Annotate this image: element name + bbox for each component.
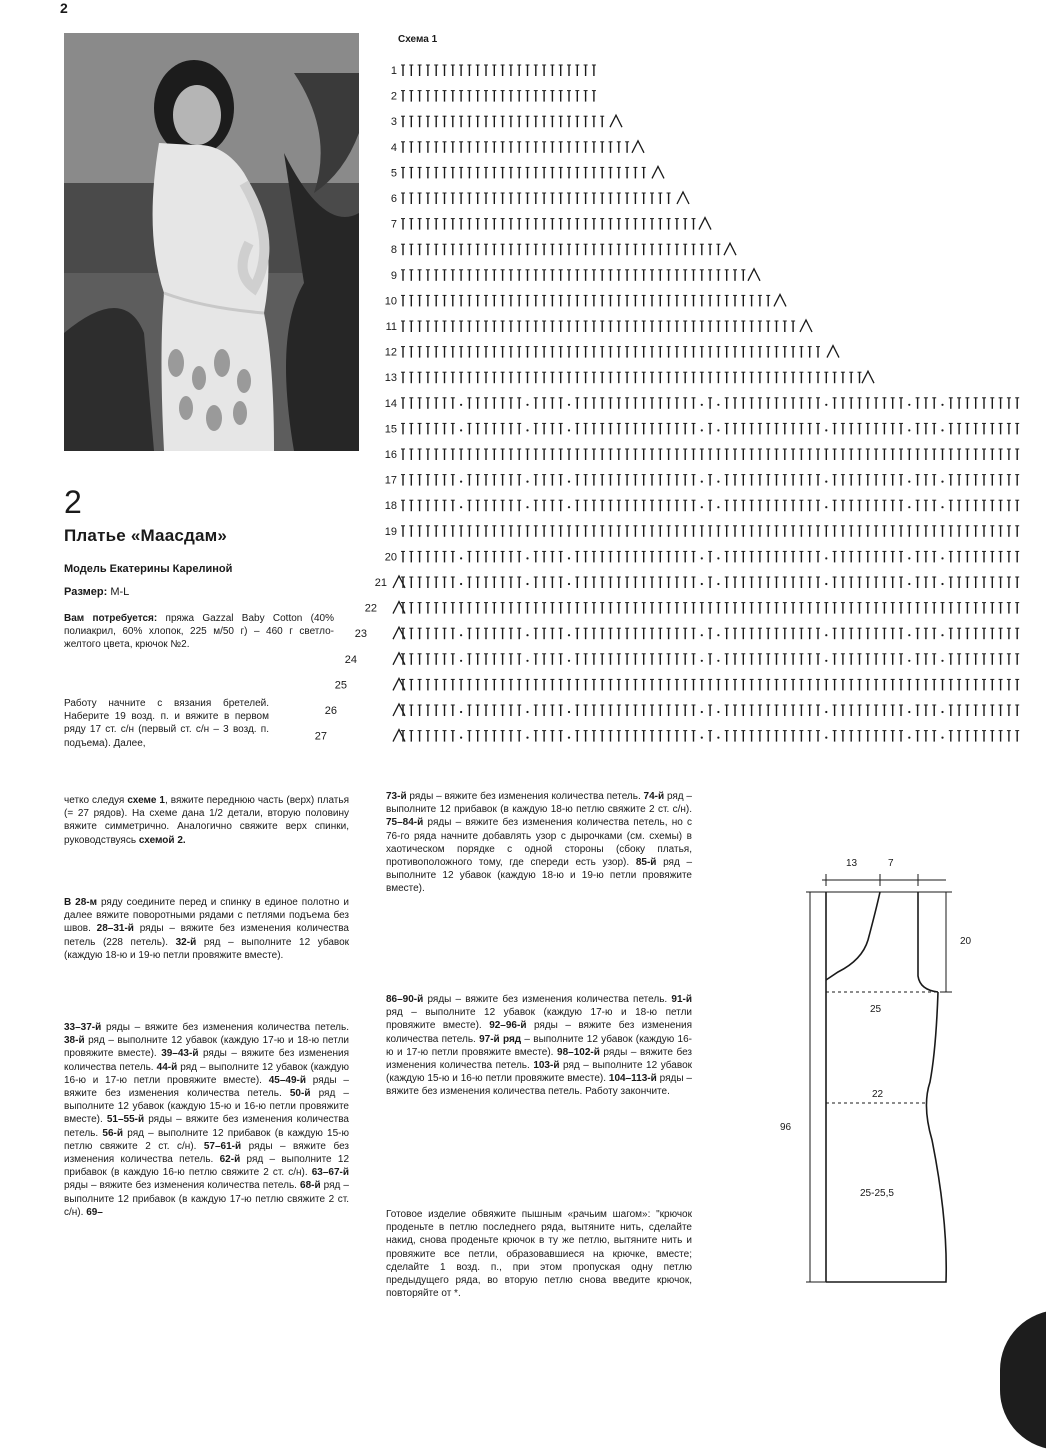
- chart-chain-dot: [526, 429, 528, 431]
- chart-chain-dot: [701, 737, 703, 739]
- edging-paragraph: Готовое изделие обвяжите пышным «рачьим шагом»: "крючок проденьте в петлю последнего ряда, вытяните нить, сделайте накид, снова проденьте крючок в ту же петлю, вытяните нить и провяжите все петли, образовавшиеся на крючке, вместе; сделайте 1 возд. п., при этом пропуская одну петлю предыдущего ряда, во вторую петлю снова введите крючок, повторяйте от *.: [386, 1209, 692, 1300]
- chart-chain-dot: [941, 429, 943, 431]
- chart-chain-dot: [908, 506, 910, 508]
- row-number: 56-й: [102, 1127, 124, 1139]
- chart-chain-dot: [460, 737, 462, 739]
- size-line: [64, 586, 129, 598]
- chart-chain-dot: [941, 737, 943, 739]
- row-text: ряды – вяжите без изменения количества петель.: [386, 1020, 692, 1045]
- chart-chain-dot: [701, 481, 703, 483]
- chart-decrease-mark: [748, 269, 760, 281]
- row-text: ряд – выполните 12 убавок (каждую 15-ю и 16-ю петли провяжите вместе).: [64, 1088, 349, 1126]
- row-text: ряды – вяжите без изменения количества петель.: [64, 1114, 349, 1139]
- chart-chain-dot: [568, 404, 570, 406]
- chart-chain-dot: [717, 557, 719, 559]
- chart-chain-dot: [941, 404, 943, 406]
- chart-chain-dot: [460, 711, 462, 713]
- row-text: ряд – выполните 12 прибавок (в каждую 16-ю петлю свяжите 2 ст. с/н).: [64, 1154, 350, 1179]
- chart-decrease-mark: [677, 192, 689, 204]
- chart-chain-dot: [460, 429, 462, 431]
- scheme1-reference: схеме 1: [127, 795, 165, 806]
- row-text: ряд – выполните 12 убавок (каждую 15-ю и 16-ю петли провяжите вместе).: [386, 1060, 692, 1085]
- chart-chain-dot: [941, 557, 943, 559]
- rows-33-69-paragraph: [64, 1021, 349, 1219]
- chart-row-label: 5: [390, 167, 397, 180]
- chart-chain-dot: [908, 711, 910, 713]
- row-text: ряды – вяжите без изменения количества петель.: [386, 1046, 692, 1072]
- pattern-label-length: 96: [780, 1122, 792, 1133]
- row-number: 57–61-й: [203, 1140, 242, 1152]
- pattern-label-hip: 25-25,5: [860, 1188, 894, 1199]
- chart-chain-dot: [526, 583, 528, 585]
- scheme-title: Схема 1: [398, 34, 438, 45]
- intro-continuation: [64, 794, 349, 847]
- chart-row-label: 6: [390, 193, 397, 205]
- intro-cont-a: четко следуя: [64, 795, 125, 806]
- chart-decrease-mark: [862, 371, 874, 383]
- chart-row-label: 4: [390, 141, 397, 154]
- row-text: ряды – вяжите без изменения количества петель. Работу закончите.: [386, 1073, 692, 1098]
- chart-chain-dot: [568, 711, 570, 713]
- chart-row-label: 17: [384, 474, 397, 487]
- row-number: 33–37-й: [64, 1022, 102, 1033]
- chart-chain-dot: [908, 660, 910, 662]
- chart-chain-dot: [526, 404, 528, 406]
- materials-label: Вам потребуется:: [64, 613, 158, 624]
- chart-row-label: 26: [324, 705, 337, 717]
- chart-row-label: 7: [390, 218, 397, 231]
- row-number: 45–49-й: [268, 1074, 307, 1086]
- chart-row-label: 2: [390, 90, 397, 103]
- chart-chain-dot: [825, 737, 827, 739]
- chart-decrease-mark: [774, 294, 786, 306]
- row-number: 51–55-й: [106, 1114, 145, 1126]
- row-text: ряды – вяжите без изменения количества петель.: [64, 1074, 349, 1100]
- intro-cont-c: , вяжите переднюю часть (верх) платья (= 27 рядов). На схеме дана 1/2 детали, вторую половину вяжите симметрично. Аналогично свяжите верх спинки, руководствуясь: [64, 795, 349, 846]
- chart-row-label: 12: [384, 346, 397, 359]
- rows-73-85-paragraph: [386, 790, 692, 896]
- chart-chain-dot: [825, 429, 827, 431]
- chart-decrease-mark: [610, 115, 622, 127]
- size-value: M-L: [110, 586, 130, 598]
- materials-text: пряжа Gazzal Baby Cotton (40% полиакрил, 60% хлопок, 225 м/50 г) – 460 г светло-желтого цвета, крючок №2.: [64, 613, 334, 651]
- chart-row-label: 21: [374, 577, 387, 589]
- chart-chain-dot: [568, 660, 570, 662]
- chart-chain-dot: [941, 634, 943, 636]
- chart-chain-dot: [460, 634, 462, 636]
- chart-chain-dot: [908, 557, 910, 559]
- row-text: ряд – выполните 12 прибавок (в каждую 15-ю петлю свяжите 2 ст. с/н).: [64, 1127, 350, 1152]
- row-text: – выполните 12 убавок (каждую 16-ю и 17-ю петли провяжите вместе).: [386, 1033, 692, 1058]
- chart-chain-dot: [460, 583, 462, 585]
- pattern-label-top-b: 7: [888, 858, 894, 869]
- scheme2-reference: схемой 2.: [138, 834, 186, 846]
- row-number: 50-й: [289, 1088, 311, 1100]
- chart-row-label: 9: [390, 269, 397, 282]
- row-number: 85-й: [635, 857, 657, 869]
- chart-chain-dot: [717, 660, 719, 662]
- chart-row-label: 22: [364, 602, 377, 615]
- pattern-label-waist: 22: [872, 1089, 884, 1100]
- chart-chain-dot: [717, 506, 719, 508]
- chart-chain-dot: [941, 481, 943, 483]
- intro-paragraph: Работу начните с вязания бретелей. Наберите 19 возд. п. и вяжите в первом ряду 17 ст. с/н (первый ст. с/н – 3 возд. п. подъема). Далее,: [64, 698, 269, 749]
- row-text: ряду соедините перед и спинку в единое полотно и далее вяжите поворотными рядами с петлями подъема без швов.: [64, 897, 350, 935]
- chart-chain-dot: [717, 404, 719, 406]
- chart-row-label: 13: [384, 372, 397, 385]
- row-number: 38-й: [64, 1035, 85, 1047]
- row-number: 68-й: [300, 1180, 321, 1192]
- row-number: 92–96-й: [489, 1020, 527, 1032]
- row28-paragraph: [64, 896, 349, 962]
- chart-row-label: 15: [384, 423, 397, 436]
- row-number: 69–: [86, 1206, 103, 1218]
- row-text: ряд – выполните 12 убавок (каждую 16-ю и 17-ю петли провяжите вместе).: [64, 1061, 349, 1086]
- row-number: 73-й: [386, 791, 407, 802]
- size-label: Размер:: [64, 586, 108, 598]
- chart-chain-dot: [568, 506, 570, 508]
- chart-chain-dot: [460, 557, 462, 559]
- page-number: 2: [60, 0, 68, 16]
- chart-chain-dot: [526, 711, 528, 713]
- row-text: ряд – выполните 12 убавок (каждую 18-ю и 19-ю петли провяжите вместе).: [64, 936, 350, 961]
- row-number: 74-й: [643, 791, 665, 802]
- dress-pattern-diagram: [780, 850, 1046, 1340]
- row-text: ряд – выполните 12 убавок (каждую 17-ю и 18-ю петли провяжите вместе).: [64, 1035, 349, 1060]
- chart-chain-dot: [941, 711, 943, 713]
- chart-chain-dot: [701, 634, 703, 636]
- chart-chain-dot: [701, 583, 703, 585]
- chart-chain-dot: [526, 557, 528, 559]
- chart-chain-dot: [568, 481, 570, 483]
- pattern-shoulder-strap: [918, 892, 938, 992]
- chart-chain-dot: [825, 506, 827, 508]
- article-title: Платье «Маасдам»: [64, 526, 228, 545]
- row-number: 104–113-й: [608, 1073, 657, 1085]
- chart-chain-dot: [908, 583, 910, 585]
- rows-86-113-paragraph: [386, 993, 692, 1099]
- chart-chain-dot: [825, 404, 827, 406]
- row-number: 44-й: [156, 1061, 178, 1073]
- chart-decrease-mark: [652, 166, 664, 178]
- chart-chain-dot: [701, 506, 703, 508]
- chart-row-label: 8: [390, 244, 397, 257]
- chart-chain-dot: [908, 481, 910, 483]
- chart-chain-dot: [825, 660, 827, 662]
- chart-chain-dot: [526, 634, 528, 636]
- chart-row-label: 27: [314, 730, 327, 743]
- row-text: ряды – вяжите без изменения количества петель, но с 76-го ряда начните добавлять узор с дырочками (см. схемы) в хаотическом порядке с одной стороны (сбоку платья, противоположного тому, где спереди есть узор).: [386, 817, 692, 869]
- chart-row-label: 11: [385, 321, 397, 333]
- chart-chain-dot: [717, 737, 719, 739]
- row-number: 39–43-й: [161, 1048, 199, 1060]
- chart-chain-dot: [460, 660, 462, 662]
- chart-chain-dot: [941, 583, 943, 585]
- chart-chain-dot: [908, 634, 910, 636]
- pattern-side-seam: [826, 992, 946, 1282]
- row-text: ряд – выполните 12 прибавок (в каждую 17-ю петлю свяжите 2 ст. с/н).: [64, 1180, 349, 1218]
- chart-row-label: 20: [384, 551, 397, 564]
- row-number: 63–67-й: [311, 1167, 349, 1179]
- chart-chain-dot: [568, 583, 570, 585]
- chart-row-label: 3: [390, 116, 397, 129]
- row-text: ряды – вяжите без изменения количества петель.: [406, 791, 644, 802]
- chart-row-label: 14: [384, 397, 397, 410]
- chart-decrease-mark: [827, 346, 839, 358]
- chart-decrease-mark: [632, 141, 644, 153]
- chart-chain-dot: [717, 583, 719, 585]
- row-number: 75–84-й: [386, 817, 424, 829]
- section-number: 2: [64, 484, 82, 520]
- chart-decrease-mark: [800, 320, 812, 332]
- row-text: ряды – вяжите без изменения количества петель.: [64, 1048, 349, 1073]
- chart-chain-dot: [568, 429, 570, 431]
- chart-chain-dot: [941, 506, 943, 508]
- chart-chain-dot: [908, 404, 910, 406]
- chart-chain-dot: [701, 557, 703, 559]
- row-text: ряды – вяжите без изменения количества петель.: [101, 1022, 349, 1033]
- chart-decrease-mark: [724, 243, 736, 255]
- chart-chain-dot: [701, 429, 703, 431]
- chart-chain-dot: [825, 481, 827, 483]
- row-number: 62-й: [219, 1154, 241, 1166]
- chart-chain-dot: [701, 404, 703, 406]
- pattern-label-top-a: 13: [846, 858, 858, 869]
- chart-chain-dot: [568, 737, 570, 739]
- row-text: ряды – вяжите без изменения количества петель.: [64, 1180, 301, 1192]
- chart-chain-dot: [908, 429, 910, 431]
- crochet-chart-scheme1: [280, 50, 1046, 770]
- row-text: ряды – вяжите без изменения количества петель (228 петель).: [64, 923, 349, 948]
- pattern-neckline: [826, 892, 880, 980]
- row-number: 32-й: [175, 936, 197, 948]
- chart-chain-dot: [526, 660, 528, 662]
- chart-chain-dot: [701, 711, 703, 713]
- chart-chain-dot: [460, 506, 462, 508]
- chart-chain-dot: [526, 481, 528, 483]
- row-number: 28–31-й: [96, 923, 134, 935]
- chart-chain-dot: [908, 737, 910, 739]
- chart-chain-dot: [460, 481, 462, 483]
- chart-chain-dot: [526, 737, 528, 739]
- chart-row-label: 16: [384, 449, 397, 461]
- pattern-label-right: 20: [960, 936, 972, 947]
- chart-decrease-mark: [699, 218, 711, 230]
- chart-row-label: 23: [354, 628, 367, 641]
- row-text: ряды – вяжите без изменения количества петель.: [423, 994, 672, 1005]
- row-number: 91-й: [671, 994, 692, 1005]
- designer-credit: Модель Екатерины Карелиной: [64, 563, 233, 575]
- row-number: 98–102-й: [557, 1046, 600, 1058]
- chart-row-label: 18: [384, 500, 397, 513]
- row-text: ряд – выполните 12 убавок (каждую 17-ю и 18-ю петли провяжите вместе).: [386, 1007, 692, 1032]
- chart-chain-dot: [526, 506, 528, 508]
- chart-chain-dot: [717, 429, 719, 431]
- row-number: 103-й: [533, 1060, 560, 1072]
- row-number: 97-й ряд: [479, 1033, 522, 1045]
- row-text: ряд – выполните 12 убавок (каждую 18-ю и 19-ю петли провяжите вместе).: [386, 857, 693, 895]
- chart-chain-dot: [717, 481, 719, 483]
- chart-chain-dot: [825, 557, 827, 559]
- chart-row-label: 1: [390, 65, 397, 77]
- chart-row-label: 24: [344, 653, 357, 666]
- chart-chain-dot: [568, 634, 570, 636]
- chart-chain-dot: [460, 404, 462, 406]
- row-text: ряды – вяжите без изменения количества петель.: [64, 1140, 349, 1166]
- chart-row-label: 10: [384, 295, 397, 308]
- chart-row-label: 19: [384, 525, 397, 538]
- pattern-label-bust: 25: [870, 1004, 882, 1015]
- chart-chain-dot: [568, 557, 570, 559]
- chart-chain-dot: [717, 634, 719, 636]
- chart-chain-dot: [701, 660, 703, 662]
- chart-chain-dot: [825, 634, 827, 636]
- chart-chain-dot: [825, 711, 827, 713]
- chart-chain-dot: [825, 583, 827, 585]
- chart-row-label: 25: [334, 679, 347, 692]
- row-number: В 28-м: [64, 897, 98, 908]
- row-text: ряд – выполните 12 прибавок (в каждую 18-ю петлю свяжите 2 ст. с/н).: [386, 791, 692, 816]
- chart-chain-dot: [941, 660, 943, 662]
- chart-chain-dot: [717, 711, 719, 713]
- row-number: 86–90-й: [386, 994, 424, 1005]
